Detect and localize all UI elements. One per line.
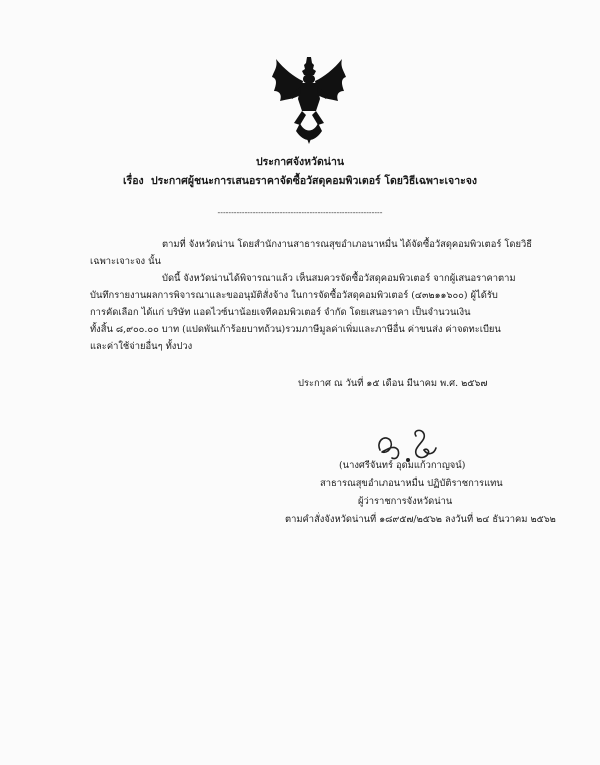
order-reference: ตามคำสั่งจังหวัดน่านที่ ๑๘๙๕๗/๒๕๖๒ ลงวันที่ ๒๔ ธันวาคม ๒๕๖๒ [285, 514, 556, 525]
document-subject-line [0, 172, 600, 189]
subject-label: เรื่อง [122, 175, 144, 187]
paragraph-1-line-2: เฉพาะเจาะจง นั้น [90, 256, 161, 267]
paragraph-1-line-1: ตามที่ จังหวัดน่าน โดยสำนักงานสาธารณสุขอำเภอนาหมื่น ได้จัดซื้อวัสดุคอมพิวเตอร์ โดยวิธี [162, 239, 532, 250]
separator-line: ------------------------------------------------------------- [217, 208, 383, 217]
signatory-name: (นางศรีจันทร์ อุดมแก้วกาญจน์) [339, 460, 466, 471]
announcement-date: ประกาศ ณ วันที่ ๑๕ เดือน มีนาคม พ.ศ. ๒๕๖๗ [298, 378, 488, 389]
paragraph-2-line-2: บันทึกรายงานผลการพิจารณาและขออนุมัติสั่งจ้าง ในการจัดซื้อวัสดุคอมพิวเตอร์ (๔๓๒๑๑๖๐๐) ผู้ได้รับ [90, 290, 498, 301]
paragraph-2-line-4: ทั้งสิ้น ๘,๙๐๐.๐๐ บาท (แปดพันเก้าร้อยบาทถ้วน)รวมภาษีมูลค่าเพิ่มและภาษีอื่น ค่าขนส่ง ค่าจดทะเบียน [90, 324, 501, 335]
paragraph-2-line-5: และค่าใช้จ่ายอื่นๆ ทั้งปวง [90, 341, 193, 352]
document-title: ประกาศจังหวัดน่าน [255, 156, 345, 168]
paragraph-2-line-3: การคัดเลือก ได้แก่ บริษัท แอดไวซ์นาน้อยเจทีคอมพิวเตอร์ จำกัด โดยเสนอราคา เป็นจำนวนเงิน [90, 307, 471, 318]
garuda-emblem-icon [270, 55, 348, 145]
signatory-position-1: สาธารณสุขอำเภอนาหมื่น ปฏิบัติราชการแทน [320, 478, 503, 489]
subject-text: ประกาศผู้ชนะการเสนอราคาจัดซื้อวัสดุคอมพิวเตอร์ โดยวิธีเฉพาะเจาะจง [150, 175, 478, 187]
signatory-position-2: ผู้ว่าราชการจังหวัดน่าน [358, 496, 453, 507]
paragraph-2-line-1: บัดนี้ จังหวัดน่านได้พิจารณาแล้ว เห็นสมควรจัดซื้อวัสดุคอมพิวเตอร์ จากผู้เสนอราคาตาม [162, 273, 516, 284]
